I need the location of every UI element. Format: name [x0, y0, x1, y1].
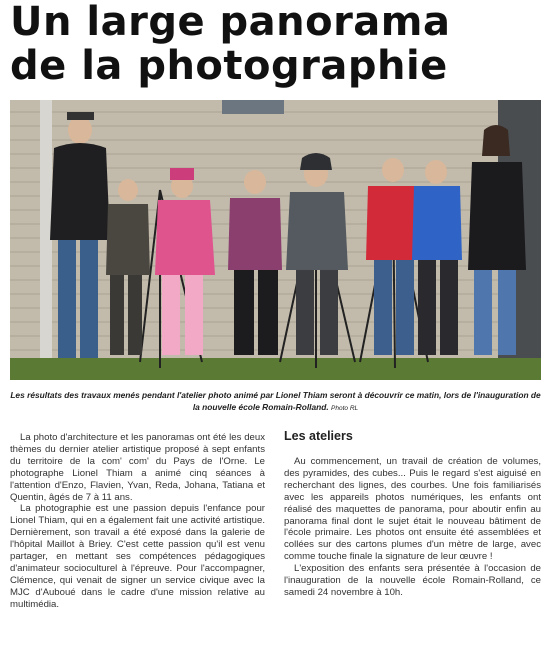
paragraph: La photo d'architecture et les panoramas ont été les deux thèmes du dernier atelier artistique proposé à sept enfants du territoire de la com' com' du Pays de l'Orne. Le photographe Lionel Thiam a animé cinq séances à l'attention d'Enzo, Flavien, Yvan, Reda, Johana, Tatiana et Quentin, âgés de 7 à 11 ans. [10, 432, 265, 503]
group-photo [10, 100, 541, 380]
paragraph: L'exposition des enfants sera présentée à l'occasion de l'inauguration de la nouvelle école Romain-Rolland, ce samedi 24 novembre à 10h. [284, 563, 541, 598]
section-subhead: Les ateliers [284, 429, 353, 443]
photo-credit: Photo RL [331, 405, 359, 412]
headline-line-2: de la photographie [10, 43, 448, 89]
headline [10, 0, 450, 88]
paragraph: La photographie est une passion depuis l'enfance pour Lionel Thiam, qui en a également fait une activité artistique. Dernièrement, son travail a été exposé dans la galerie de l'hôpital Maillot à Briey. C'est cette passion qu'il est venu partager, en mettant ses compétences pédagogiques d'animateur socioculturel à l'épreuve. Pour l'accompagner, Clémence, qui venait de signer un service civique avec la MJC d'Auboué dans le cadre d'une mission relative au multimédia. [10, 503, 265, 610]
article-column-left [10, 432, 265, 611]
caption-text: Les résultats des travaux menés pendant l'atelier photo animé par Lionel Thiam seront à découvrir ce matin, lors de l'inauguration de la nouvelle école Romain-Rolland. [10, 390, 541, 412]
photo-caption [10, 389, 541, 415]
paragraph: Au commencement, un travail de création de volumes, des pyramides, des cubes... Puis le regard s'est aiguisé en recherchant des lignes, des courbes. Une fois familiarisés avec les appareils photos numériques, les enfants ont réalisé des maquettes de panorama, pour aboutir enfin au panorama final dont le sujet était le nouveau bâtiment de l'école primaire. Les photos ont ensuite été assemblées et collées sur des cartons plumes d'un mètre de large, avec comme touche finale la signature de leur œuvre ! [284, 456, 541, 563]
headline-line-1: Un large panorama [10, 0, 451, 45]
article-column-right [284, 456, 541, 599]
